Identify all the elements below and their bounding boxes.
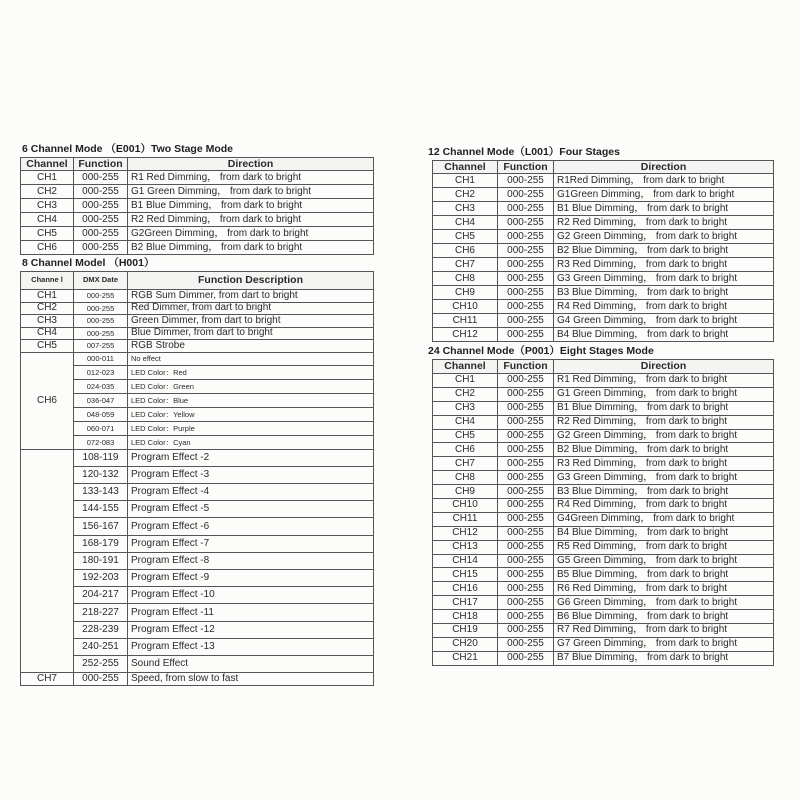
channel-cell: CH9 [433, 286, 498, 300]
table-row [21, 638, 374, 655]
value-cell: 000-255 [498, 596, 554, 610]
channel-cell: CH6 [433, 244, 498, 258]
description-cell: Program Effect -11 [128, 604, 374, 621]
value-cell: 000-255 [498, 610, 554, 624]
mode12-table [432, 160, 774, 342]
channel-cell: CH11 [433, 314, 498, 328]
table-row [433, 554, 774, 568]
header-function: Function [498, 161, 554, 174]
mode24-title: 24 Channel Mode（P001）Eight Stages Mode [428, 345, 654, 357]
value-cell: 000-255 [74, 241, 128, 255]
table-row [433, 582, 774, 596]
value-cell: 133-143 [74, 484, 128, 501]
channel-cell: CH18 [433, 610, 498, 624]
table-row [433, 286, 774, 300]
value-cell: 144-155 [74, 501, 128, 518]
channel-cell: CH15 [433, 568, 498, 582]
table-row [433, 188, 774, 202]
table-row [433, 624, 774, 638]
table-row [21, 435, 374, 449]
channel-cell: CH8 [433, 272, 498, 286]
mode6-title: 6 Channel Mode （E001）Two Stage Mode [22, 143, 234, 155]
value-cell: 000-255 [498, 300, 554, 314]
value-cell: 192-203 [74, 570, 128, 587]
value-cell: 000-255 [498, 314, 554, 328]
table-row [21, 408, 374, 422]
header-channel: Channel [433, 161, 498, 174]
table-row [21, 587, 374, 604]
table-row [433, 596, 774, 610]
value-cell: 007-255 [74, 340, 128, 353]
description-cell: LED Color：Blue [128, 394, 374, 408]
table-row [21, 604, 374, 621]
description-cell: Blue Dimmer, from dart to bright [128, 327, 374, 340]
mode8-table [20, 271, 374, 686]
value-cell: 000-255 [498, 540, 554, 554]
description-cell: G4Green Dimming， from dark to bright [554, 512, 774, 526]
channel-cell: CH4 [21, 213, 74, 227]
value-cell: 156-167 [74, 518, 128, 535]
value-cell: 000-255 [498, 258, 554, 272]
channel-cell: CH20 [433, 637, 498, 651]
description-cell: G2 Green Dimming， from dark to bright [554, 429, 774, 443]
description-cell: LED Color：Red [128, 366, 374, 380]
value-cell: 000-255 [498, 637, 554, 651]
table-row [21, 484, 374, 501]
description-cell: No effect [128, 352, 374, 366]
description-cell: G1 Green Dimming， from dark to bright [128, 185, 374, 199]
description-cell: B1 Blue Dimming， from dark to bright [128, 199, 374, 213]
value-cell: 000-255 [74, 315, 128, 328]
description-cell: LED Color：Yellow [128, 408, 374, 422]
description-cell: Program Effect -10 [128, 587, 374, 604]
channel-cell: CH5 [433, 429, 498, 443]
table-row [433, 328, 774, 342]
description-cell: LED Color：Cyan [128, 435, 374, 449]
description-cell: Program Effect -13 [128, 638, 374, 655]
description-cell: B4 Blue Dimming， from dark to bright [554, 526, 774, 540]
channel-cell: CH2 [433, 387, 498, 401]
table-row [21, 185, 374, 199]
description-cell: G7 Green Dimming， from dark to bright [554, 637, 774, 651]
table-row [21, 535, 374, 552]
channel-cell: CH10 [433, 300, 498, 314]
table-row [433, 314, 774, 328]
value-cell: 000-255 [498, 188, 554, 202]
value-cell: 120-132 [74, 466, 128, 483]
table-row [433, 387, 774, 401]
table-row [21, 340, 374, 353]
table-row [433, 216, 774, 230]
value-cell: 000-255 [498, 499, 554, 513]
header-direction: Direction [554, 161, 774, 174]
description-cell: B3 Blue Dimming， from dark to bright [554, 485, 774, 499]
header-function: Function [74, 158, 128, 171]
description-cell: G2 Green Dimming， from dark to bright [554, 230, 774, 244]
channel-cell: CH3 [21, 199, 74, 213]
value-cell: 000-255 [74, 199, 128, 213]
description-cell: B2 Blue Dimming， from dark to bright [554, 443, 774, 457]
table-row [433, 651, 774, 665]
value-cell: 000-255 [498, 328, 554, 342]
value-cell: 000-255 [498, 554, 554, 568]
value-cell: 000-255 [498, 651, 554, 665]
value-cell: 252-255 [74, 655, 128, 672]
table-row [21, 352, 374, 366]
table-row [433, 401, 774, 415]
description-cell: G4 Green Dimming， from dark to bright [554, 314, 774, 328]
value-cell: 000-255 [74, 227, 128, 241]
table-row [21, 421, 374, 435]
table-row [21, 327, 374, 340]
description-cell: R2 Red Dimming， from dark to bright [128, 213, 374, 227]
channel-cell: CH5 [21, 227, 74, 241]
description-cell: Program Effect -7 [128, 535, 374, 552]
description-cell: G3 Green Dimming， from dark to bright [554, 471, 774, 485]
value-cell: 204-217 [74, 587, 128, 604]
description-cell: B4 Blue Dimming， from dark to bright [554, 328, 774, 342]
channel-cell: CH3 [433, 401, 498, 415]
description-cell: B2 Blue Dimming， from dark to bright [128, 241, 374, 255]
table-row [433, 568, 774, 582]
channel-cell: CH4 [433, 415, 498, 429]
channel-cell: CH7 [21, 673, 74, 686]
table-row [433, 202, 774, 216]
table-row [21, 302, 374, 315]
description-cell: B3 Blue Dimming， from dark to bright [554, 286, 774, 300]
value-cell: 218-227 [74, 604, 128, 621]
table-row [21, 655, 374, 672]
channel-cell: CH7 [433, 258, 498, 272]
description-cell: Red Dimmer, from dart to bright [128, 302, 374, 315]
table-row [21, 213, 374, 227]
channel-cell: CH9 [433, 485, 498, 499]
channel-cell: CH6 [21, 352, 74, 449]
table-row [21, 290, 374, 303]
channel-cell: CH10 [433, 499, 498, 513]
channel-cell: CH3 [433, 202, 498, 216]
header-direction: Function Description [128, 272, 374, 290]
value-cell: 024-035 [74, 380, 128, 394]
value-cell: 060-071 [74, 421, 128, 435]
value-cell: 000-255 [498, 624, 554, 638]
table-row [21, 466, 374, 483]
value-cell: 000-255 [498, 582, 554, 596]
channel-cell: CH5 [433, 230, 498, 244]
table-row [21, 241, 374, 255]
table-row [433, 415, 774, 429]
table-row [433, 512, 774, 526]
table-row [433, 540, 774, 554]
table-row [21, 570, 374, 587]
channel-cell: CH3 [21, 315, 74, 328]
value-cell: 000-255 [74, 290, 128, 303]
description-cell: G3 Green Dimming， from dark to bright [554, 272, 774, 286]
table-row [433, 230, 774, 244]
table-row [433, 526, 774, 540]
channel-cell: CH13 [433, 540, 498, 554]
table-row [21, 621, 374, 638]
table-row [433, 174, 774, 188]
channel-cell: CH1 [433, 174, 498, 188]
description-cell: Sound Effect [128, 655, 374, 672]
value-cell: 240-251 [74, 638, 128, 655]
description-cell: G2Green Dimming， from dark to bright [128, 227, 374, 241]
description-cell: Program Effect -8 [128, 552, 374, 569]
value-cell: 000-255 [498, 415, 554, 429]
value-cell: 168-179 [74, 535, 128, 552]
channel-cell: CH1 [21, 171, 74, 185]
channel-cell: CH8 [433, 471, 498, 485]
description-cell: R6 Red Dimming， from dark to bright [554, 582, 774, 596]
channel-cell: CH16 [433, 582, 498, 596]
value-cell: 000-011 [74, 352, 128, 366]
channel-cell: CH2 [21, 185, 74, 199]
description-cell: LED Color：Purple [128, 421, 374, 435]
channel-cell: CH12 [433, 328, 498, 342]
value-cell: 228-239 [74, 621, 128, 638]
value-cell: 000-255 [498, 174, 554, 188]
description-cell: B2 Blue Dimming， from dark to bright [554, 244, 774, 258]
channel-cell: CH6 [433, 443, 498, 457]
channel-cell: CH5 [21, 340, 74, 353]
value-cell: 000-255 [74, 673, 128, 686]
description-cell: Program Effect -6 [128, 518, 374, 535]
channel-cell: CH14 [433, 554, 498, 568]
channel-cell: CH12 [433, 526, 498, 540]
value-cell: 000-255 [74, 213, 128, 227]
channel-cell: CH1 [21, 290, 74, 303]
value-cell: 036-047 [74, 394, 128, 408]
description-cell: R1 Red Dimming， from dark to bright [128, 171, 374, 185]
description-cell: RGB Sum Dimmer, from dart to bright [128, 290, 374, 303]
description-cell: RGB Strobe [128, 340, 374, 353]
channel-cell: CH11 [433, 512, 498, 526]
channel-cell: CH7 [433, 457, 498, 471]
table-row [433, 374, 774, 388]
header-channel: Channel [21, 158, 74, 171]
table-row [433, 300, 774, 314]
mode12-title: 12 Channel Mode（L001）Four Stages [428, 146, 620, 158]
description-cell: B5 Blue Dimming， from dark to bright [554, 568, 774, 582]
value-cell: 000-255 [74, 327, 128, 340]
description-cell: Speed, from slow to fast [128, 673, 374, 686]
channel-cell: CH1 [433, 374, 498, 388]
mode24-table [432, 359, 774, 666]
table-row [21, 315, 374, 328]
table-row [433, 272, 774, 286]
header-row [433, 161, 774, 174]
value-cell: 000-255 [498, 374, 554, 388]
description-cell: Program Effect -5 [128, 501, 374, 518]
value-cell: 000-255 [498, 230, 554, 244]
value-cell: 000-255 [498, 202, 554, 216]
value-cell: 000-255 [498, 485, 554, 499]
table-row [21, 673, 374, 686]
value-cell: 000-255 [498, 512, 554, 526]
description-cell: G1 Green Dimming， from dark to bright [554, 387, 774, 401]
value-cell: 012-023 [74, 366, 128, 380]
value-cell: 108-119 [74, 449, 128, 466]
channel-cell: CH21 [433, 651, 498, 665]
header-channel: Channel [433, 360, 498, 374]
description-cell: R3 Red Dimming， from dark to bright [554, 457, 774, 471]
description-cell: LED Color：Green [128, 380, 374, 394]
table-row [21, 227, 374, 241]
channel-cell: CH17 [433, 596, 498, 610]
channel-cell: CH19 [433, 624, 498, 638]
description-cell: R2 Red Dimming， from dark to bright [554, 415, 774, 429]
table-row [433, 610, 774, 624]
table-row [21, 552, 374, 569]
value-cell: 000-255 [74, 171, 128, 185]
description-cell: R4 Red Dimming， from dark to bright [554, 499, 774, 513]
description-cell: G5 Green Dimming， from dark to bright [554, 554, 774, 568]
header-direction: Direction [554, 360, 774, 374]
header-function: Function [498, 360, 554, 374]
description-cell: B1 Blue Dimming， from dark to bright [554, 401, 774, 415]
description-cell: Program Effect -3 [128, 466, 374, 483]
value-cell: 048-059 [74, 408, 128, 422]
description-cell: R1Red Dimming， from dark to bright [554, 174, 774, 188]
header-row [21, 272, 374, 290]
channel-cell [21, 449, 74, 672]
table-row [21, 171, 374, 185]
table-row [21, 380, 374, 394]
description-cell: B1 Blue Dimming， from dark to bright [554, 202, 774, 216]
channel-cell: CH2 [21, 302, 74, 315]
table-row [433, 499, 774, 513]
value-cell: 000-255 [498, 443, 554, 457]
table-row [433, 244, 774, 258]
description-cell: G6 Green Dimming， from dark to bright [554, 596, 774, 610]
description-cell: R5 Red Dimming， from dark to bright [554, 540, 774, 554]
header-function: DMX Date [74, 272, 128, 290]
value-cell: 000-255 [74, 185, 128, 199]
description-cell: R3 Red Dimming， from dark to bright [554, 258, 774, 272]
table-row [433, 443, 774, 457]
value-cell: 000-255 [498, 216, 554, 230]
header-row [433, 360, 774, 374]
value-cell: 000-255 [498, 286, 554, 300]
value-cell: 072-083 [74, 435, 128, 449]
channel-cell: CH2 [433, 188, 498, 202]
description-cell: B6 Blue Dimming， from dark to bright [554, 610, 774, 624]
table-row [21, 449, 374, 466]
value-cell: 000-255 [498, 401, 554, 415]
table-row [433, 258, 774, 272]
value-cell: 000-255 [498, 568, 554, 582]
table-row [433, 429, 774, 443]
table-row [21, 199, 374, 213]
description-cell: R4 Red Dimming， from dark to bright [554, 300, 774, 314]
value-cell: 000-255 [498, 457, 554, 471]
description-cell: Green Dimmer, from dart to bright [128, 315, 374, 328]
description-cell: R7 Red Dimming， from dark to bright [554, 624, 774, 638]
value-cell: 000-255 [74, 302, 128, 315]
description-cell: G1Green Dimming， from dark to bright [554, 188, 774, 202]
table-row [21, 366, 374, 380]
description-cell: Program Effect -12 [128, 621, 374, 638]
description-cell: Program Effect -4 [128, 484, 374, 501]
table-row [433, 457, 774, 471]
description-cell: B7 Blue Dimming， from dark to bright [554, 651, 774, 665]
value-cell: 000-255 [498, 387, 554, 401]
description-cell: R2 Red Dimming， from dark to bright [554, 216, 774, 230]
header-direction: Direction [128, 158, 374, 171]
channel-cell: CH6 [21, 241, 74, 255]
table-row [21, 518, 374, 535]
description-cell: Program Effect -9 [128, 570, 374, 587]
table-row [433, 471, 774, 485]
channel-cell: CH4 [433, 216, 498, 230]
value-cell: 000-255 [498, 429, 554, 443]
description-cell: Program Effect -2 [128, 449, 374, 466]
table-row [433, 637, 774, 651]
header-channel: Channe l [21, 272, 74, 290]
table-row [21, 394, 374, 408]
description-cell: R1 Red Dimming， from dark to bright [554, 374, 774, 388]
mode6-table [20, 157, 374, 255]
value-cell: 000-255 [498, 244, 554, 258]
header-row [21, 158, 374, 171]
channel-cell: CH4 [21, 327, 74, 340]
table-row [21, 501, 374, 518]
table-row [433, 485, 774, 499]
mode8-title: 8 Channel Model （H001） [22, 257, 155, 269]
value-cell: 000-255 [498, 526, 554, 540]
value-cell: 000-255 [498, 272, 554, 286]
value-cell: 000-255 [498, 471, 554, 485]
value-cell: 180-191 [74, 552, 128, 569]
